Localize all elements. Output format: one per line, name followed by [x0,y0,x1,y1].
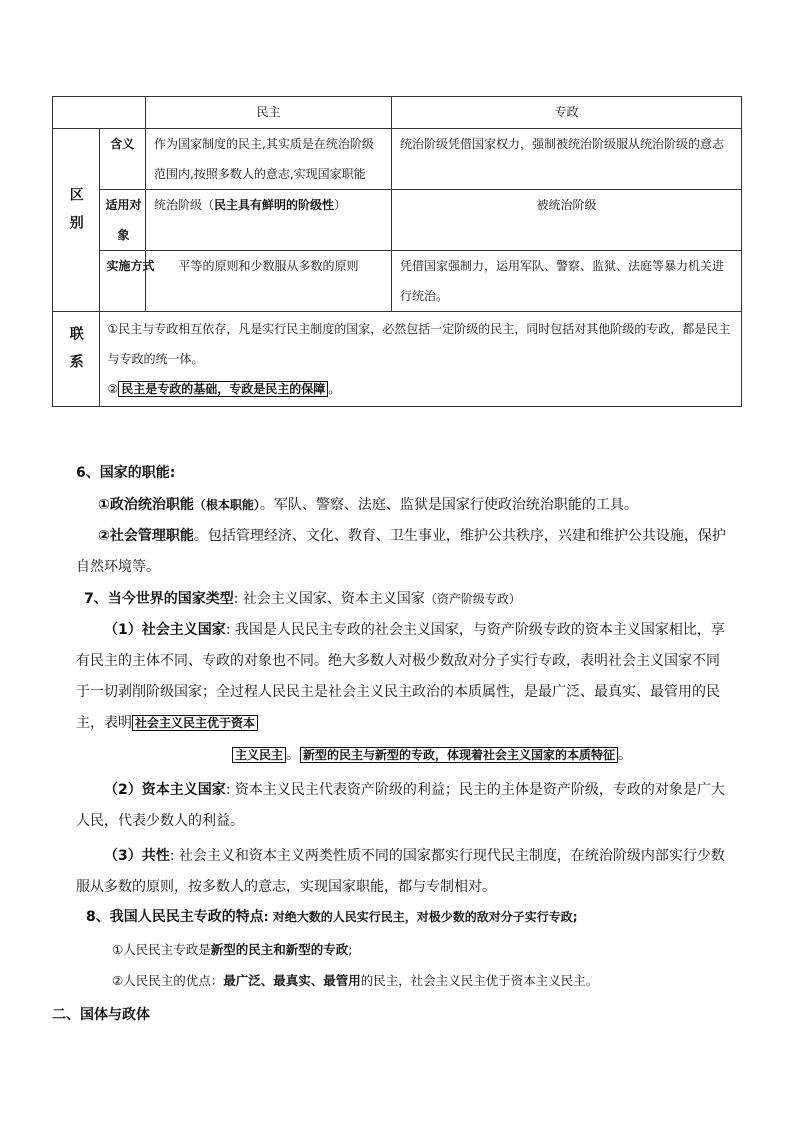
header-blank [53,97,146,129]
link-text-1: ①民主与专政相互依存，凡是实行民主制度的国家，必然包括一定阶级的民主，同时包括对其他阶级的专政，都是民主与专政的统一体。 [107,322,731,366]
boxed-highlight-2: 主义民主 [232,747,286,763]
table-row [53,251,742,312]
group-label-difference: 区别 [53,129,100,312]
cell-dict-method: 凭借国家强制力，运用军队、警察、监狱、法庭等暴力机关进行统治。 [392,251,742,312]
s8-item-2: ②人民民主的优点：最广泛、最真实、最管用的民主，社会主义民主优于资本主义民主。 [112,973,599,988]
section-6-title: 6、国家的职能: [76,465,176,481]
cell-dict-target: 被统治阶级 [392,190,742,251]
table-row [53,129,742,190]
row-label-method: 实施方式 [99,251,146,312]
boxed-key-point: 民主是专政的基础，专政是民主的保障 [118,381,328,397]
row-label-meaning: 含义 [99,129,146,190]
table-row-link [53,312,742,407]
header-dictatorship: 专政 [392,97,742,129]
table-row [53,190,742,251]
row-label-target: 适用对象 [99,190,146,251]
cell-demo-method: 平等的原则和少数服从多数的原则 [146,251,392,312]
link-text-2: ② 民主是专政的基础，专政是民主的保障 。 [107,382,341,396]
header-democracy: 民主 [146,97,392,129]
s7-paragraph-1: （1）社会主义国家: 我国是人民民主专政的社会主义国家，与资产阶级专政的资本主义国家相比，享有民主的主体不同、专政的对象也不同。绝大多数人对极少数敌对分子实行专政，表明社会主义国家不同于一切剥削阶级国家；全过程人民民主是社会主义民主政治的本质属性，是最广泛、最真实、最管用的民主，表明 社会主义民主优于资本 [76,622,725,731]
cell-link [99,312,742,407]
section-8-title: 8、我国人民民主专政的特点: 对绝大数的人民实行民主，对极少数的敌对分子实行专政; [86,909,578,925]
s7-paragraph-1-cont: 主义民主 。 新型的民主与新型的专政，体现着社会主义国家的本质特征 。 [232,740,732,771]
table-header-row [53,97,742,129]
s6-paragraph-1: ①政治统治职能（根本职能）。军队、警察、法庭、监狱是国家行使政治统治职能的工具。 [98,497,638,513]
s8-item-1: ①人民民主专政是新型的民主和新型的专政; [112,942,353,957]
s7-paragraph-3: （3）共性: 社会主义和资本主义两类性质不同的国家都实行现代民主制度，在统治阶级内部实行少数服从多数的原则，按多数人的意志，实现国家职能，都与专制相对。 [76,848,725,895]
cell-demo-meaning: 作为国家制度的民主,其实质是在统治阶级范围内,按照多数人的意志,实现国家职能 [146,129,392,190]
group-label-link: 联系 [53,312,100,407]
cell-demo-target: 统治阶级（民主具有鲜明的阶级性） [146,190,392,251]
boxed-highlight-3: 新型的民主与新型的专政，体现着社会主义国家的本质特征 [300,747,618,763]
s7-paragraph-2: （2）资本主义国家: 资本主义民主代表资产阶级的利益；民主的主体是资产阶级，专政的对象是广大人民，代表少数人的利益。 [76,782,725,829]
boxed-highlight-1: 社会主义民主优于资本 [132,715,258,731]
comparison-table [52,96,742,407]
cell-dict-meaning: 统治阶级凭借国家权力，强制被统治阶级服从统治阶级的意志 [392,129,742,190]
s6-paragraph-2: ②社会管理职能。包括管理经济、文化、教育、卫生事业，维护公共秩序，兴建和维护公共设施，保护自然环境等。 [76,528,726,575]
section-2-heading: 二、国体与政体 [52,1007,150,1023]
section-7-title: 7、当今世界的国家类型: 社会主义国家、资本主义国家（资产阶级专政） [84,591,521,607]
